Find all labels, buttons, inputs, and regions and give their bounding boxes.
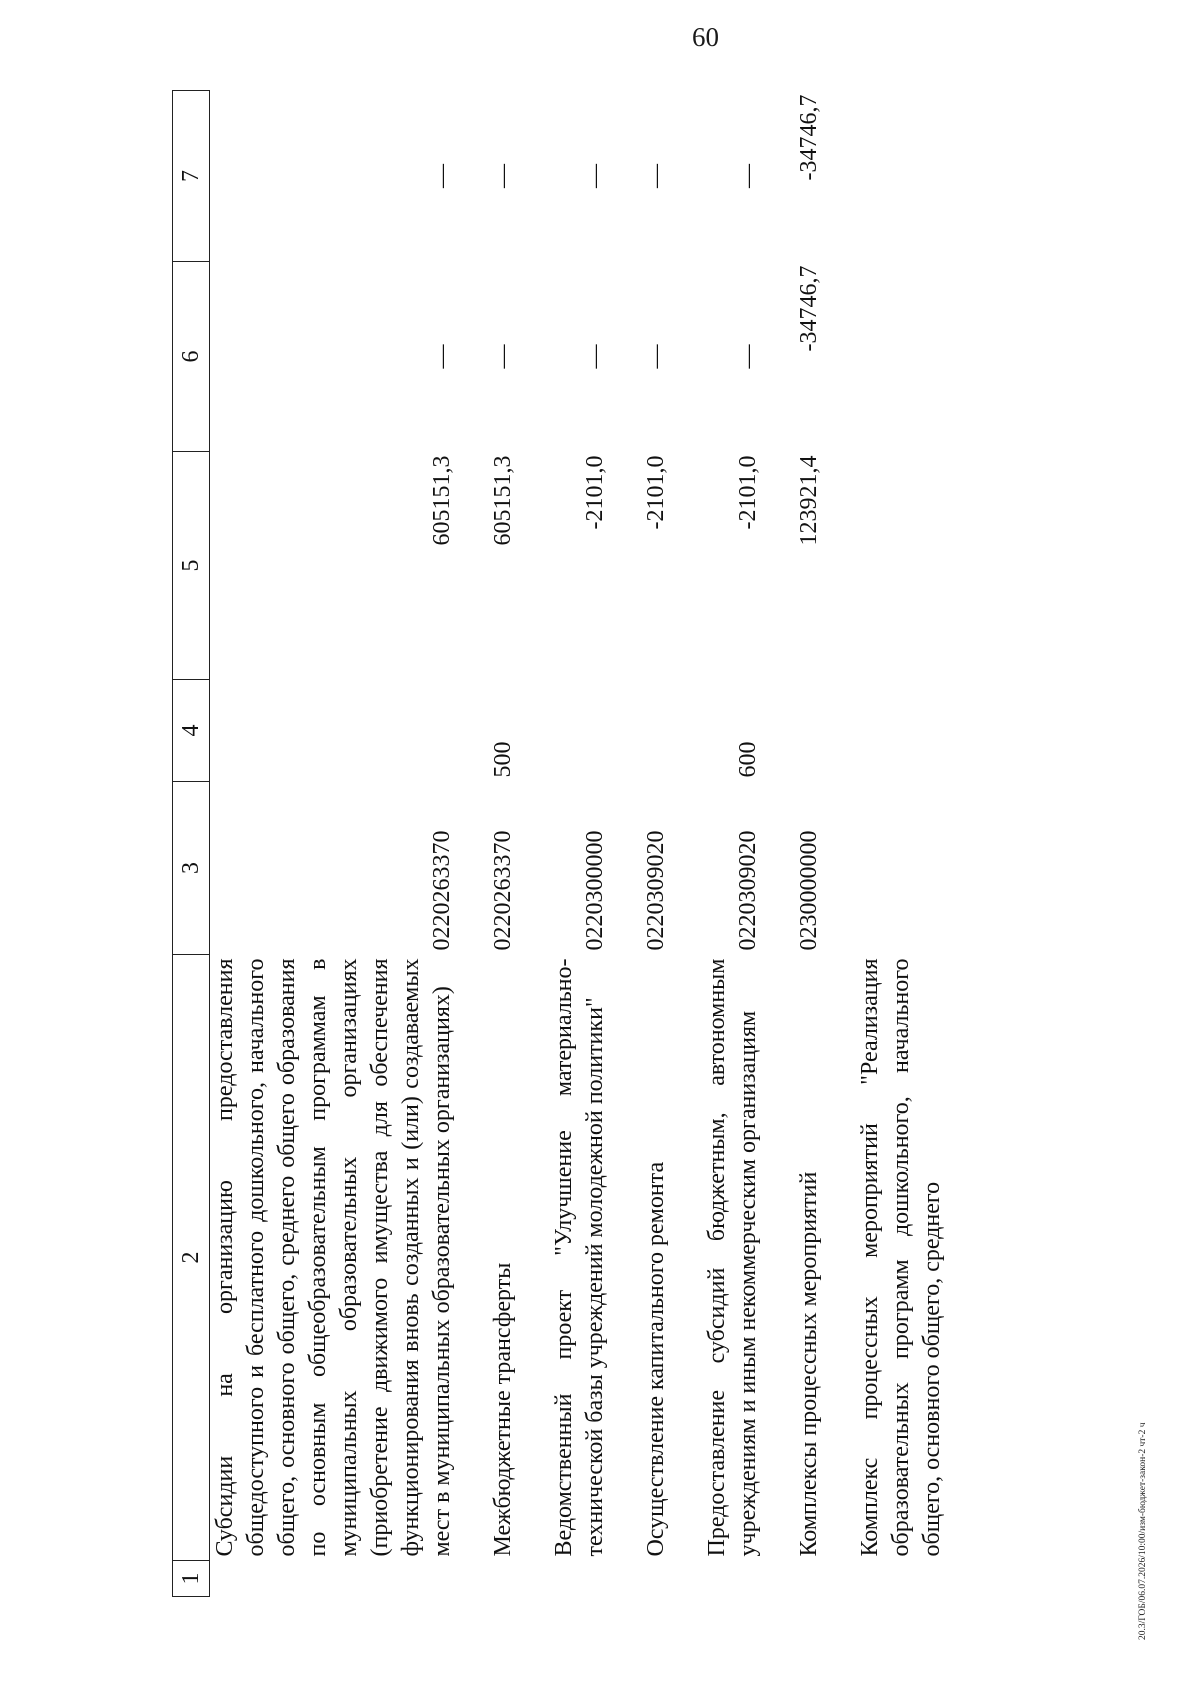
row-name: Комплекс процессных мероприятий "Реализация образовательных программ дошкольного, начального общего, основного общего, среднего [857, 958, 945, 1557]
table-row [488, 91, 519, 1597]
row-code [855, 782, 948, 955]
row-value-7: — [643, 164, 669, 188]
row-value-5: 123921,4 [796, 455, 822, 546]
table-row [794, 91, 825, 1597]
row-value-7: — [735, 164, 761, 188]
footer-document-code: 20.3/ГОБ/06.07.2026/10:00/изм-бюджет-закон-2 чт-2 ч [1138, 1422, 1148, 1640]
row-value-7: -34746,7 [796, 94, 822, 181]
row-kind [641, 680, 672, 782]
row-value-5 [855, 452, 948, 680]
column-header: 1 [173, 1561, 210, 1597]
row-value-5: -2101,0 [643, 455, 669, 530]
budget-table-rotated [172, 91, 1052, 1597]
row-name: Ведомственный проект "Улучшение материально-технической базы учреждений молодежной политики" [551, 958, 608, 1557]
row-value-6 [855, 262, 948, 452]
row-value-6: — [643, 344, 669, 369]
column-header: 5 [173, 452, 210, 680]
column-header: 6 [173, 262, 210, 452]
row-code: 0220309020 [643, 830, 669, 951]
row-code: 0220309020 [735, 830, 761, 951]
column-header: 2 [173, 955, 210, 1561]
row-value-5: -2101,0 [582, 455, 608, 530]
row-kind: 600 [735, 741, 761, 778]
row-value-5: 605151,3 [429, 455, 455, 546]
row-name: Межбюджетные трансферты [490, 1262, 516, 1557]
column-header: 7 [173, 91, 210, 262]
row-kind [855, 680, 948, 782]
row-value-6: — [735, 344, 761, 369]
table-row [641, 91, 672, 1597]
column-header: 4 [173, 680, 210, 782]
row-kind [210, 680, 459, 782]
row-value-7: — [582, 164, 608, 188]
row-name: Субсидии на организацию предоставления общедоступного и бесплатного дошкольного, начального общего, основного общего, среднего общего образования по основным общеобразовательным программам в муниципальных образовательных организациях (приобретение движимого имущества для обеспечения функционирования вновь созданных и (или) создаваемых мест в муниципальных образовательных организациях) [212, 958, 455, 1557]
row-kind [794, 680, 825, 782]
row-value-5: -2101,0 [735, 455, 761, 530]
row-name: Предоставление субсидий бюджетным, автономным учреждениям и иным некоммерческим организациям [704, 958, 761, 1557]
page-number: 60 [692, 22, 719, 52]
row-kind [549, 680, 611, 782]
row-name: Осуществление капитального ремонта [643, 1161, 669, 1557]
row-value-7: — [429, 164, 455, 188]
table-row [855, 91, 948, 1597]
row-value-6: — [582, 344, 608, 369]
table-row [549, 91, 611, 1597]
row-value-6: — [490, 344, 516, 369]
table-header-row [173, 91, 210, 1597]
row-kind: 500 [490, 741, 516, 778]
budget-table [172, 90, 948, 1597]
row-value-7: — [490, 164, 516, 188]
table-row [210, 91, 459, 1597]
column-header: 3 [173, 782, 210, 955]
table-row [702, 91, 764, 1597]
row-name: Комплексы процессных мероприятий [796, 1171, 822, 1557]
row-code: 0220263370 [429, 830, 455, 951]
row-value-6: -34746,7 [796, 265, 822, 352]
row-code: 0220300000 [582, 830, 608, 951]
row-value-5: 605151,3 [490, 455, 516, 546]
row-value-6: — [429, 344, 455, 369]
row-code: 0220263370 [490, 830, 516, 951]
row-value-7 [855, 91, 948, 262]
row-code: 0230000000 [796, 830, 822, 951]
